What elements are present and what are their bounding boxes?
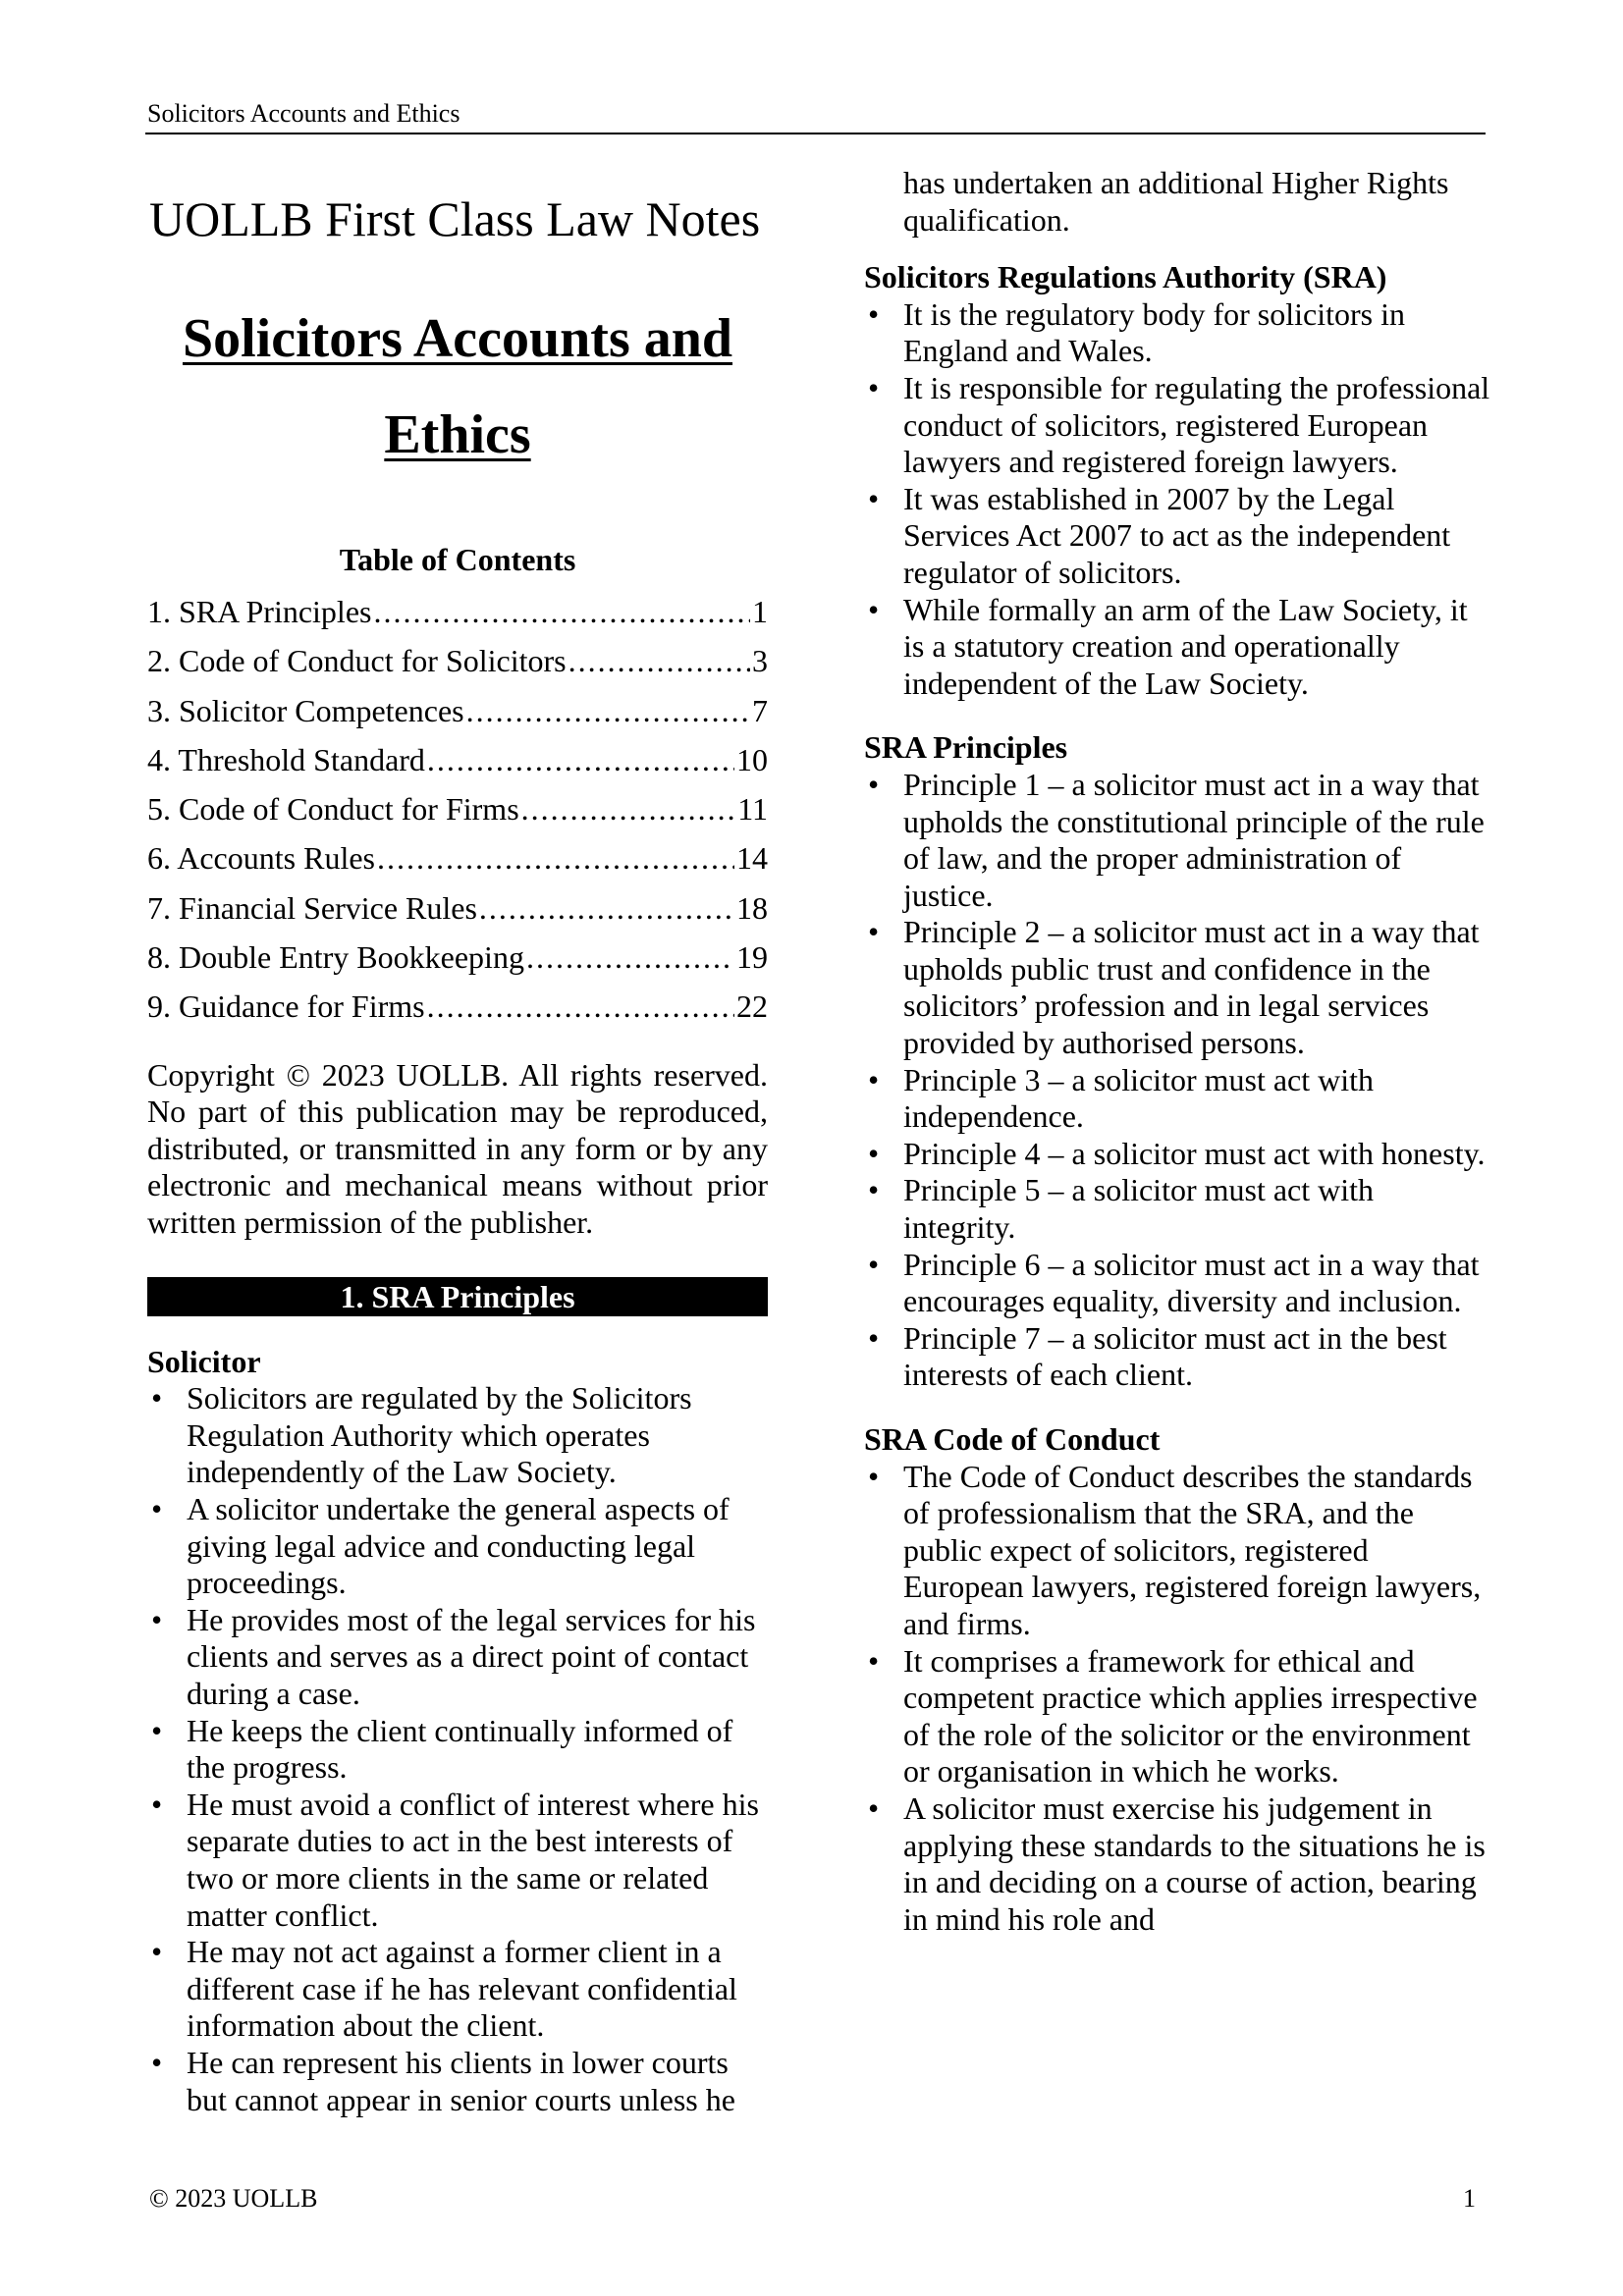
list-item bbox=[147, 1602, 768, 1713]
list-item-text: Principle 6 – a solicitor must act in a way that encourages equality, diversity and inclusion. bbox=[903, 1246, 1480, 1319]
bullet-icon: • bbox=[868, 1319, 880, 1356]
sra-code-of-conduct-heading: SRA Code of Conduct bbox=[864, 1421, 1161, 1457]
page-number: 1 bbox=[1463, 2184, 1476, 2213]
toc-entry[interactable] bbox=[147, 784, 768, 833]
toc-entry[interactable] bbox=[147, 933, 768, 982]
bullet-icon: • bbox=[868, 1789, 880, 1826]
toc-entry[interactable] bbox=[147, 636, 768, 685]
solicitor-bullet-list bbox=[147, 1380, 768, 2118]
list-item bbox=[864, 1790, 1492, 1938]
list-item bbox=[864, 914, 1492, 1061]
list-item bbox=[864, 370, 1492, 481]
list-item-text: It is the regulatory body for solicitors in England and Wales. bbox=[903, 295, 1406, 369]
toc-entry[interactable] bbox=[147, 833, 768, 882]
bullet-icon: • bbox=[868, 766, 880, 802]
list-item-text: The Code of Conduct describes the standards of professionalism that the SRA, and the public expect of solicitors, registered European lawyers, registered foreign lawyers, and firms. bbox=[903, 1458, 1482, 1641]
toc-entry-page: 10 bbox=[736, 741, 768, 777]
toc-entry-page: 19 bbox=[736, 939, 768, 976]
toc-entry[interactable] bbox=[147, 686, 768, 735]
list-item-text: He keeps the client continually informed of the progress. bbox=[187, 1712, 733, 1786]
bullet-icon: • bbox=[151, 1601, 163, 1637]
list-item bbox=[864, 296, 1492, 370]
table-of-contents bbox=[147, 587, 768, 1032]
toc-entry-page: 22 bbox=[736, 988, 768, 1025]
toc-entry-label: 8. Double Entry Bookkeeping bbox=[147, 939, 524, 976]
list-item-text: He may not act against a former client in a different case if he has relevant confidential information about the client. bbox=[187, 1934, 737, 2044]
toc-dot-leader bbox=[427, 982, 734, 1031]
toc-entry-page: 14 bbox=[736, 840, 768, 877]
bullet-icon: • bbox=[868, 1246, 880, 1282]
list-item bbox=[864, 1136, 1492, 1173]
sra-bullet-list bbox=[864, 296, 1492, 703]
running-header: Solicitors Accounts and Ethics bbox=[147, 99, 460, 128]
toc-entry-page: 11 bbox=[737, 791, 768, 828]
toc-dot-leader bbox=[373, 587, 750, 636]
list-item bbox=[147, 1934, 768, 2045]
toc-dot-leader bbox=[466, 686, 750, 735]
list-item bbox=[147, 1491, 768, 1602]
list-item-text: He must avoid a conflict of interest where his separate duties to act in the best interests of two or more clients in the same or related matter conflict. bbox=[187, 1786, 759, 1933]
list-item bbox=[147, 1380, 768, 1491]
bullet-icon: • bbox=[868, 1135, 880, 1171]
solicitor-heading: Solicitor bbox=[147, 1343, 261, 1379]
toc-dot-leader bbox=[526, 933, 734, 982]
toc-entry-label: 6. Accounts Rules bbox=[147, 840, 375, 877]
toc-entry-page: 18 bbox=[736, 889, 768, 926]
bullet-icon: • bbox=[868, 295, 880, 332]
toc-entry-page: 3 bbox=[752, 643, 768, 679]
brand-line: UOLLB First Class Law Notes bbox=[149, 191, 761, 246]
list-item bbox=[864, 767, 1492, 914]
bullet-icon: • bbox=[868, 1172, 880, 1208]
list-item-text: A solicitor undertake the general aspects of giving legal advice and conducting legal proceedings. bbox=[187, 1491, 730, 1601]
bullet-icon: • bbox=[151, 1380, 163, 1416]
toc-entry[interactable] bbox=[147, 735, 768, 784]
list-item-text: Principle 1 – a solicitor must act in a way that upholds the constitutional principle of the rule of law, and the proper administration of justice. bbox=[903, 766, 1485, 913]
toc-dot-leader bbox=[427, 735, 734, 784]
bullet-icon: • bbox=[151, 1786, 163, 1822]
list-item-text: Principle 4 – a solicitor must act with honesty. bbox=[903, 1135, 1486, 1171]
sra-code-of-conduct-bullet-list bbox=[864, 1459, 1492, 1939]
bullet-icon: • bbox=[151, 1712, 163, 1748]
list-item bbox=[864, 1062, 1492, 1136]
toc-entry-label: 4. Threshold Standard bbox=[147, 741, 425, 777]
copyright-notice: Copyright © 2023 UOLLB. All rights reserved. No part of this publication may be reproduced, distributed, or transmitted in any form or by any electronic and mechanical means without prior written permission of the publisher. bbox=[147, 1056, 768, 1241]
document-title bbox=[147, 291, 768, 483]
list-item bbox=[147, 1713, 768, 1787]
toc-entry-label: 7. Financial Service Rules bbox=[147, 889, 477, 926]
toc-entry[interactable] bbox=[147, 982, 768, 1031]
bullet-icon: • bbox=[868, 369, 880, 405]
toc-entry-page: 7 bbox=[752, 692, 768, 728]
list-item-text: It comprises a framework for ethical and competent practice which applies irrespective of the role of the solicitor or the environment or organisation in which he works. bbox=[903, 1642, 1478, 1789]
list-item-text: Principle 3 – a solicitor must act with independence. bbox=[903, 1061, 1375, 1135]
document-title-line-2: Ethics bbox=[384, 404, 531, 465]
toc-entry-label: 2. Code of Conduct for Solicitors bbox=[147, 643, 567, 679]
footer-copyright: © 2023 UOLLB bbox=[149, 2184, 318, 2213]
list-item bbox=[864, 1247, 1492, 1320]
bullet-icon: • bbox=[151, 2044, 163, 2080]
toc-dot-leader bbox=[568, 636, 750, 685]
list-item-text: It was established in 2007 by the Legal Services Act 2007 to act as the independent regulator of solicitors. bbox=[903, 480, 1451, 590]
toc-entry[interactable] bbox=[147, 587, 768, 636]
bullet-icon: • bbox=[151, 1934, 163, 1970]
list-item bbox=[864, 592, 1492, 703]
sra-principles-heading: SRA Principles bbox=[864, 729, 1068, 766]
list-item-text: He provides most of the legal services for his clients and serves as a direct point of contact during a case. bbox=[187, 1601, 756, 1711]
list-item-text: Principle 5 – a solicitor must act with integrity. bbox=[903, 1172, 1375, 1246]
list-item bbox=[864, 481, 1492, 592]
list-item-text: A solicitor must exercise his judgement in applying these standards to the situations he is in and deciding on a course of action, bearing in mind his role and bbox=[903, 1789, 1486, 1937]
list-item-text: It is responsible for regulating the professional conduct of solicitors, registered European lawyers and registered foreign lawyers. bbox=[903, 369, 1490, 480]
list-item bbox=[864, 1320, 1492, 1394]
list-item-text: Principle 2 – a solicitor must act in a way that upholds public trust and confidence in the solicitors’ profession and in legal services provided by authorised persons. bbox=[903, 914, 1480, 1061]
section-banner: 1. SRA Principles bbox=[147, 1277, 768, 1316]
bullet-icon: • bbox=[868, 1642, 880, 1679]
toc-entry-label: 5. Code of Conduct for Firms bbox=[147, 791, 519, 828]
solicitor-bullet-continuation: has undertaken an additional Higher Rights qualification. bbox=[903, 165, 1449, 238]
header-rule bbox=[145, 133, 1486, 134]
list-item bbox=[864, 1172, 1492, 1246]
document-title-line-1: Solicitors Accounts and bbox=[182, 308, 733, 369]
bullet-icon: • bbox=[868, 1061, 880, 1097]
toc-dot-leader bbox=[479, 883, 734, 933]
toc-entry-page: 1 bbox=[752, 594, 768, 629]
sra-heading: Solicitors Regulations Authority (SRA) bbox=[864, 259, 1387, 295]
list-item-text: He can represent his clients in lower courts but cannot appear in senior courts unless he bbox=[187, 2044, 735, 2117]
toc-entry-label: 9. Guidance for Firms bbox=[147, 988, 425, 1025]
sra-principles-bullet-list bbox=[864, 767, 1492, 1394]
list-item bbox=[864, 1459, 1492, 1643]
list-item bbox=[147, 1787, 768, 1934]
list-item-text: Solicitors are regulated by the Solicitors Regulation Authority which operates independently of the Law Society. bbox=[187, 1380, 692, 1490]
toc-heading: Table of Contents bbox=[339, 542, 576, 577]
list-item-text: While formally an arm of the Law Society, it is a statutory creation and operationally independent of the Law Society. bbox=[903, 591, 1468, 701]
toc-dot-leader bbox=[377, 833, 734, 882]
bullet-icon: • bbox=[151, 1491, 163, 1527]
list-item bbox=[864, 1643, 1492, 1790]
bullet-icon: • bbox=[868, 591, 880, 627]
left-column bbox=[147, 177, 768, 2118]
list-item-text: Principle 7 – a solicitor must act in the best interests of each client. bbox=[903, 1319, 1447, 1393]
bullet-icon: • bbox=[868, 1458, 880, 1494]
toc-dot-leader bbox=[521, 784, 736, 833]
bullet-icon: • bbox=[868, 914, 880, 950]
list-item bbox=[147, 2045, 768, 2118]
bullet-icon: • bbox=[868, 480, 880, 516]
toc-entry[interactable] bbox=[147, 883, 768, 933]
right-column bbox=[864, 165, 1492, 1938]
toc-entry-label: 3. Solicitor Competences bbox=[147, 692, 464, 728]
toc-entry-label: 1. SRA Principles bbox=[147, 594, 372, 629]
